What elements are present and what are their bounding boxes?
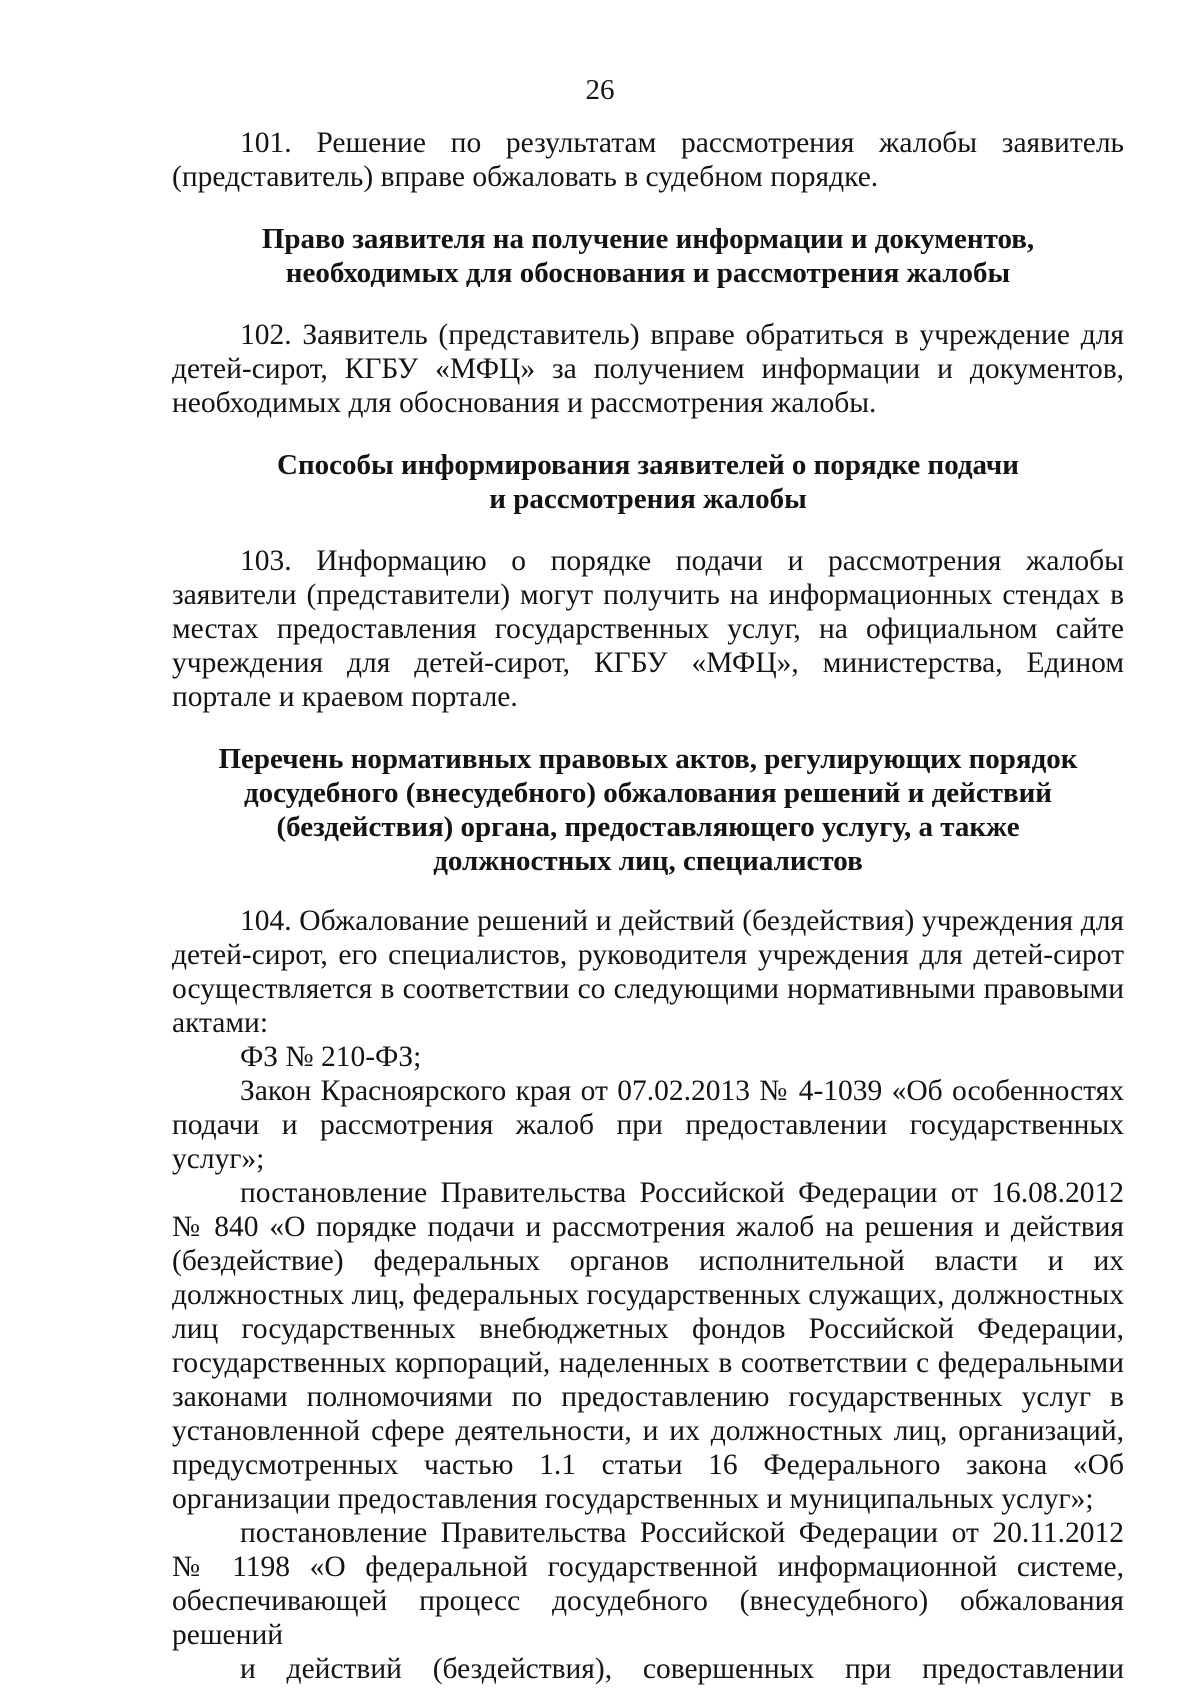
spacer <box>172 290 1124 318</box>
paragraph-resolution-1198-last-line: и действий (бездействия), совершенных при предоставлении <box>240 1653 1124 1685</box>
paragraph-103: 103. Информацию о порядке подачи и рассмотрения жалобы заявители (представители) могут получить на информационных стендах в местах предоставления государственных услуг, на официальном сайте учреждения для детей-сирот, КГБУ «МФЦ», министерства, Едином портале и краевом портале. <box>172 545 1124 713</box>
heading-legal-acts <box>172 742 1124 878</box>
heading-right-to-information <box>172 222 1124 290</box>
paragraph-fz-210: ФЗ № 210-ФЗ; <box>240 1041 422 1073</box>
spacer <box>172 194 1124 222</box>
paragraph-104: 104. Обжалование решений и действий (бездействия) учреждения для детей-сирот, его специалистов, руководителя учреждения для детей-сирот осуществляется в соответствии со следующими нормативными правовыми актами: <box>172 905 1124 1039</box>
spacer <box>172 516 1124 544</box>
heading-line: Перечень нормативных правовых актов, регулирующих порядок <box>218 743 1078 775</box>
page-number: 26 <box>585 74 615 106</box>
heading-line: должностных лиц, специалистов <box>433 845 863 877</box>
document-body <box>172 126 1124 1686</box>
spacer <box>172 878 1124 904</box>
paragraph-resolution-1198-main: постановление Правительства Российской Федерации от 20.11.2012 № 1198 «О федеральной государственной информационной системе, обеспечивающей процесс досудебного (внесудебного) обжалования решений <box>172 1517 1124 1651</box>
paragraph-102: 102. Заявитель (представитель) вправе обратиться в учреждение для детей-сирот, КГБУ «МФЦ» за получением информации и документов, необходимых для обоснования и рассмотрения жалобы. <box>172 319 1124 419</box>
paragraph-101: 101. Решение по результатам рассмотрения жалобы заявитель (представитель) вправе обжаловать в судебном порядке. <box>172 127 1124 193</box>
paragraph-resolution-1198 <box>172 1516 1124 1686</box>
heading-line: и рассмотрения жалобы <box>489 483 807 515</box>
paragraph-resolution-840: постановление Правительства Российской Федерации от 16.08.2012 № 840 «О порядке подачи и рассмотрения жалоб на решения и действия (бездействие) федеральных органов исполнительной власти и их должностных лиц, федеральных государственных служащих, должностных лиц государственных внебюджетных фондов Российской Федерации, государственных корпораций, наделенных в соответствии с федеральными законами полномочиями по предоставлению государственных услуг в установленной сфере деятельности, и их должностных лиц, организаций, предусмотренных частью 1.1 статьи 16 Федерального закона «Об организации предоставления государственных и муниципальных услуг»; <box>172 1177 1124 1515</box>
heading-line: (бездействия) органа, предоставляющего услугу, а также <box>276 811 1020 843</box>
heading-line: Право заявителя на получение информации и документов, <box>261 223 1035 255</box>
paragraph-krasnoyarsk-law: Закон Красноярского края от 07.02.2013 № 4-1039 «Об особенностях подачи и рассмотрения жалоб при предоставлении государственных услуг»; <box>172 1075 1124 1175</box>
spacer <box>172 714 1124 742</box>
heading-informing-methods <box>172 448 1124 516</box>
spacer <box>172 420 1124 448</box>
heading-line: досудебного (внесудебного) обжалования решений и действий <box>243 777 1053 809</box>
heading-line: необходимых для обоснования и рассмотрения жалобы <box>285 257 1011 289</box>
heading-line: Способы информирования заявителей о порядке подачи <box>277 449 1019 481</box>
